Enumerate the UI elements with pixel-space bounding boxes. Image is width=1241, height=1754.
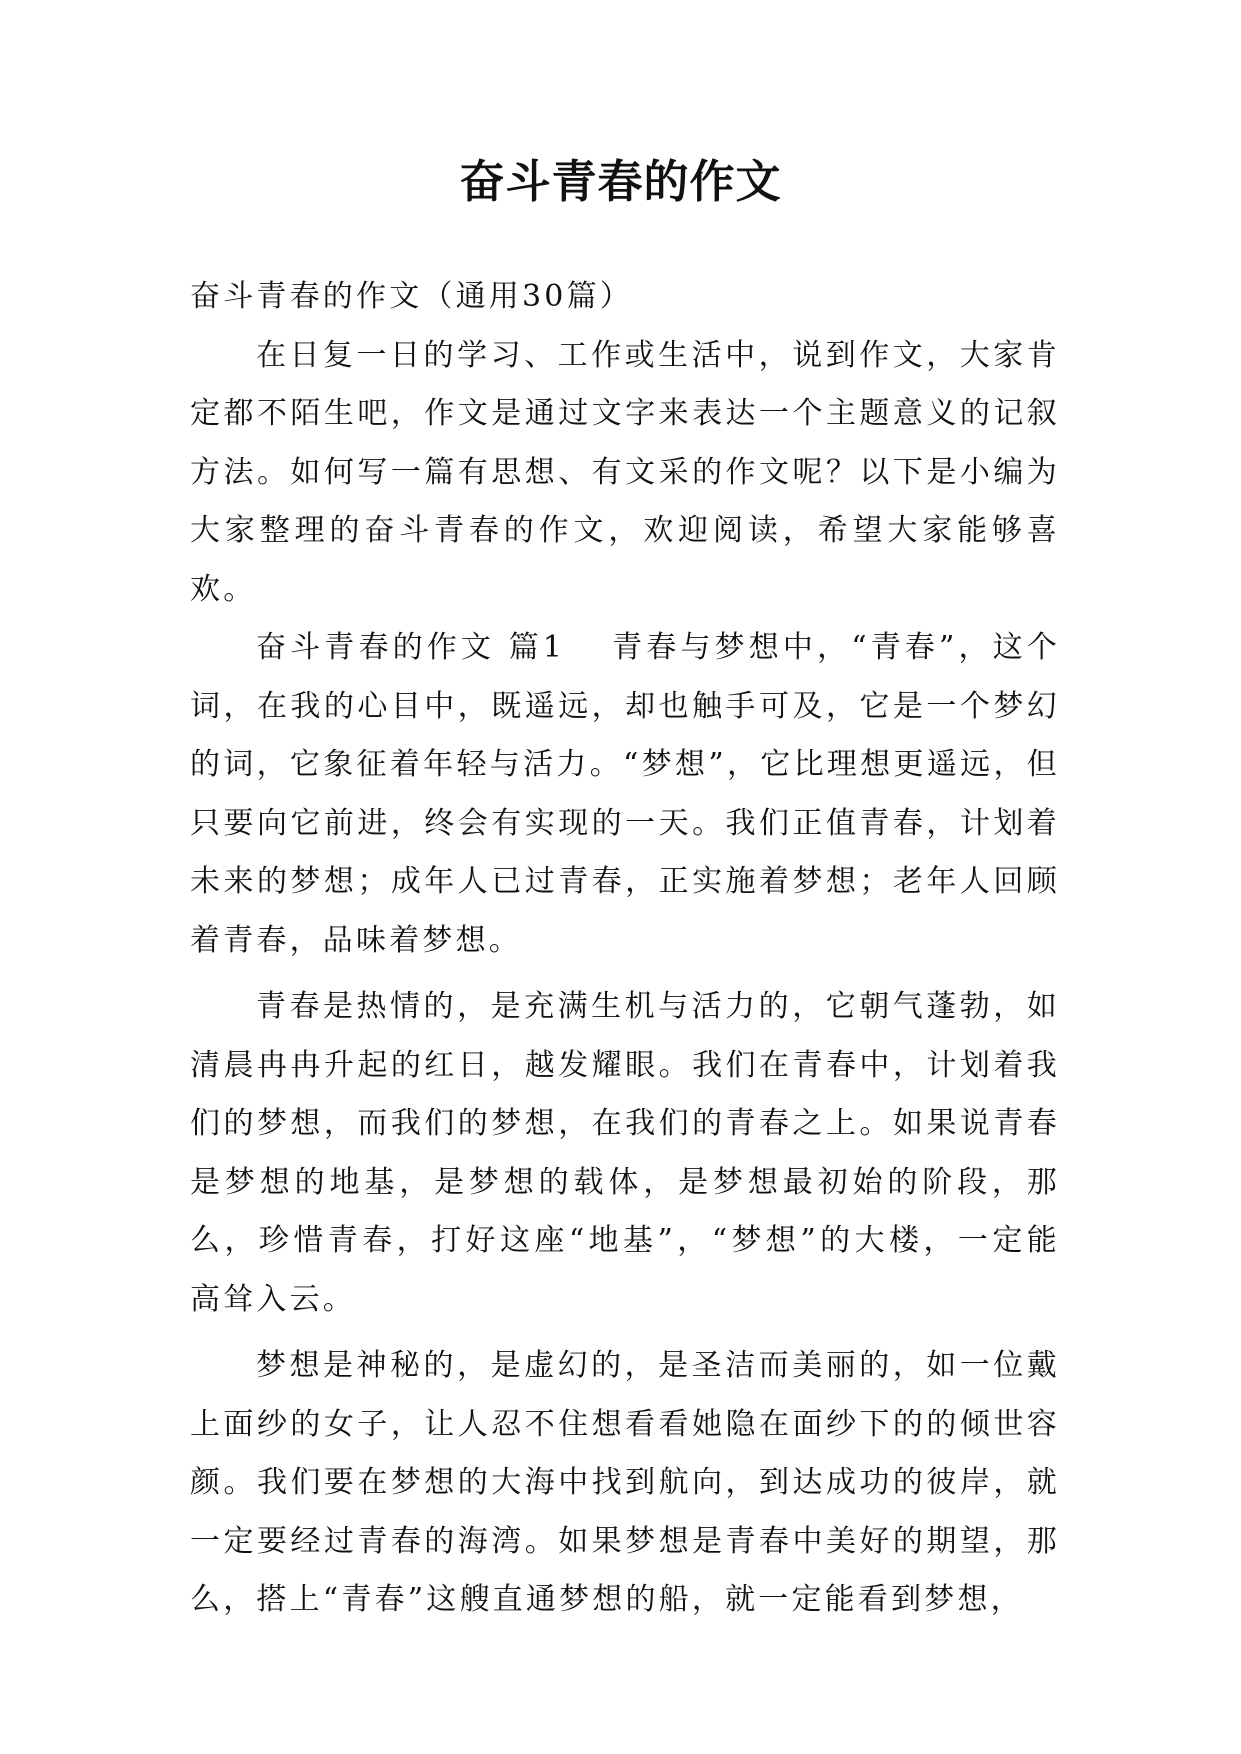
document-title: 奋斗青春的作文 [459,155,782,208]
section-first-paragraph: 青春与梦想中，“青春”，这个词，在我的心目中，既遥远，却也触手可及，它是一个梦幻的词，它象征着年轻与活力。“梦想”，它比理想更遥远，但只要向它前进，终会有实现的一天。我们正值青春，计划着未来的梦想；成年人已过青春，正实施着梦想；老年人回顾着青春，品味着梦想。 [190,630,1061,958]
body-paragraph-1: 青春是热情的，是充满生机与活力的，它朝气蓬勃，如清晨冉冉升起的红日，越发耀眼。我们在青春中，计划着我们的梦想，而我们的梦想，在我们的青春之上。如果说青春是梦想的地基，是梦想的载体，是梦想最初始的阶段，那么，珍惜青春，打好这座“地基”，“梦想”的大楼，一定能高耸入云。 [190,989,1060,1317]
section-heading: 奋斗青春的作文 篇1 [256,630,566,665]
document-body [190,268,1060,1630]
section-1-paragraph [190,619,1060,970]
body-paragraph-2: 梦想是神秘的，是虚幻的，是圣洁而美丽的，如一位戴上面纱的女子，让人忍不住想看看她隐在面纱下的的倾世容颜。我们要在梦想的大海中找到航向，到达成功的彼岸，就一定要经过青春的海湾。如果梦想是青春中美好的期望，那么，搭上“青春”这艘直通梦想的船，就一定能看到梦想， [190,1348,1060,1617]
intro-paragraph: 在日复一日的学习、工作或生活中，说到作文，大家肯定都不陌生吧，作文是通过文字来表达一个主题意义的记叙方法。如何写一篇有思想、有文采的作文呢？以下是小编为大家整理的奋斗青春的作文，欢迎阅读，希望大家能够喜欢。 [190,337,1060,607]
document-subtitle: 奋斗青春的作文（通用30篇） [190,279,633,314]
